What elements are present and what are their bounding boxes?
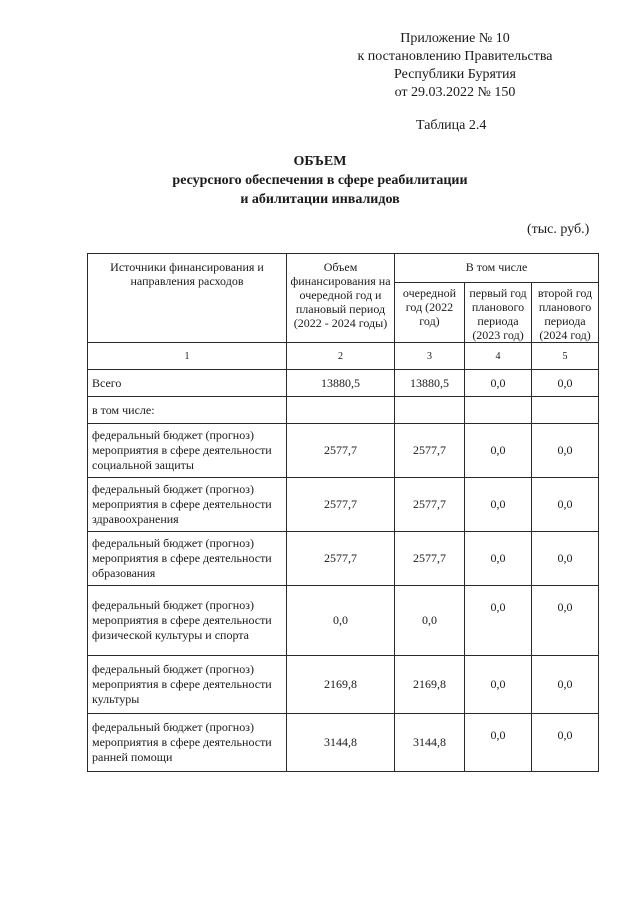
- table-row: [88, 424, 599, 478]
- cell-total: 3144,8: [287, 714, 395, 772]
- cell-2024: [532, 397, 599, 424]
- cell-2022: 13880,5: [395, 370, 465, 397]
- cell-2024: 0,0: [532, 656, 599, 714]
- cell-2023: 0,0: [465, 714, 532, 772]
- title-line: ОБЪЕМ: [293, 154, 347, 169]
- table-row: [88, 714, 599, 772]
- row-name: федеральный бюджет (прогноз) мероприятия в сфере деятельности здравоохранения: [88, 478, 287, 532]
- header-volume: Объем финансирования на очередной год и плановый период (2022 - 2024 годы): [287, 254, 395, 343]
- cell-2022: 2577,7: [395, 532, 465, 586]
- cell-2024: 0,0: [532, 478, 599, 532]
- cell-2024: 0,0: [532, 714, 599, 772]
- cell-2023: 0,0: [465, 656, 532, 714]
- header-including: В том числе: [395, 254, 599, 283]
- row-name: федеральный бюджет (прогноз) мероприятия в сфере деятельности культуры: [88, 656, 287, 714]
- cell-total: [287, 397, 395, 424]
- cell-2023: 0,0: [465, 370, 532, 397]
- title-line: и абилитации инвалидов: [240, 192, 400, 207]
- row-name: в том числе:: [88, 397, 287, 424]
- row-name: федеральный бюджет (прогноз) мероприятия в сфере деятельности физической культуры и спорта: [88, 586, 287, 656]
- cell-2022: 2169,8: [395, 656, 465, 714]
- cell-2022: [395, 397, 465, 424]
- cell-2022: 0,0: [395, 586, 465, 656]
- cell-2023: 0,0: [465, 532, 532, 586]
- header-first-year: первый год планового периода (2023 год): [465, 283, 532, 343]
- resource-table: [87, 253, 599, 772]
- cell-2023: [465, 397, 532, 424]
- cell-2024: 0,0: [532, 586, 599, 656]
- header-sources: Источники финансирования и направления расходов: [88, 254, 287, 343]
- appendix-header: [330, 30, 580, 102]
- table-number: Таблица 2.4: [416, 118, 487, 133]
- cell-2022: 2577,7: [395, 478, 465, 532]
- column-number: 4: [465, 343, 532, 370]
- title-line: ресурсного обеспечения в сфере реабилитации: [172, 173, 468, 188]
- column-number: 2: [287, 343, 395, 370]
- cell-total: 2577,7: [287, 424, 395, 478]
- cell-total: 2169,8: [287, 656, 395, 714]
- table-row: [88, 478, 599, 532]
- cell-total: 2577,7: [287, 532, 395, 586]
- row-name: федеральный бюджет (прогноз) мероприятия в сфере деятельности ранней помощи: [88, 714, 287, 772]
- units-label: (тыс. руб.): [527, 222, 590, 237]
- appendix-line: к постановлению Правительства: [357, 49, 553, 64]
- document-title: [0, 152, 640, 209]
- cell-2024: 0,0: [532, 370, 599, 397]
- cell-2023: 0,0: [465, 478, 532, 532]
- cell-total: 2577,7: [287, 478, 395, 532]
- header-current-year: очередной год (2022 год): [395, 283, 465, 343]
- column-numbers-row: [88, 343, 599, 370]
- appendix-line: Приложение № 10: [400, 31, 510, 46]
- row-name: Всего: [88, 370, 287, 397]
- appendix-line: Республики Бурятия: [394, 67, 516, 82]
- appendix-line: от 29.03.2022 № 150: [394, 85, 516, 100]
- table-row: [88, 532, 599, 586]
- cell-2023: 0,0: [465, 586, 532, 656]
- column-number: 5: [532, 343, 599, 370]
- cell-2023: 0,0: [465, 424, 532, 478]
- header-second-year: второй год планового периода (2024 год): [532, 283, 599, 343]
- cell-2024: 0,0: [532, 424, 599, 478]
- row-name: федеральный бюджет (прогноз) мероприятия в сфере деятельности образования: [88, 532, 287, 586]
- cell-2024: 0,0: [532, 532, 599, 586]
- table-row: [88, 397, 599, 424]
- table-row: [88, 656, 599, 714]
- table-row: [88, 370, 599, 397]
- cell-total: 13880,5: [287, 370, 395, 397]
- cell-total: 0,0: [287, 586, 395, 656]
- row-name: федеральный бюджет (прогноз) мероприятия в сфере деятельности социальной защиты: [88, 424, 287, 478]
- table-row: [88, 586, 599, 656]
- cell-2022: 2577,7: [395, 424, 465, 478]
- cell-2022: 3144,8: [395, 714, 465, 772]
- column-number: 1: [88, 343, 287, 370]
- column-number: 3: [395, 343, 465, 370]
